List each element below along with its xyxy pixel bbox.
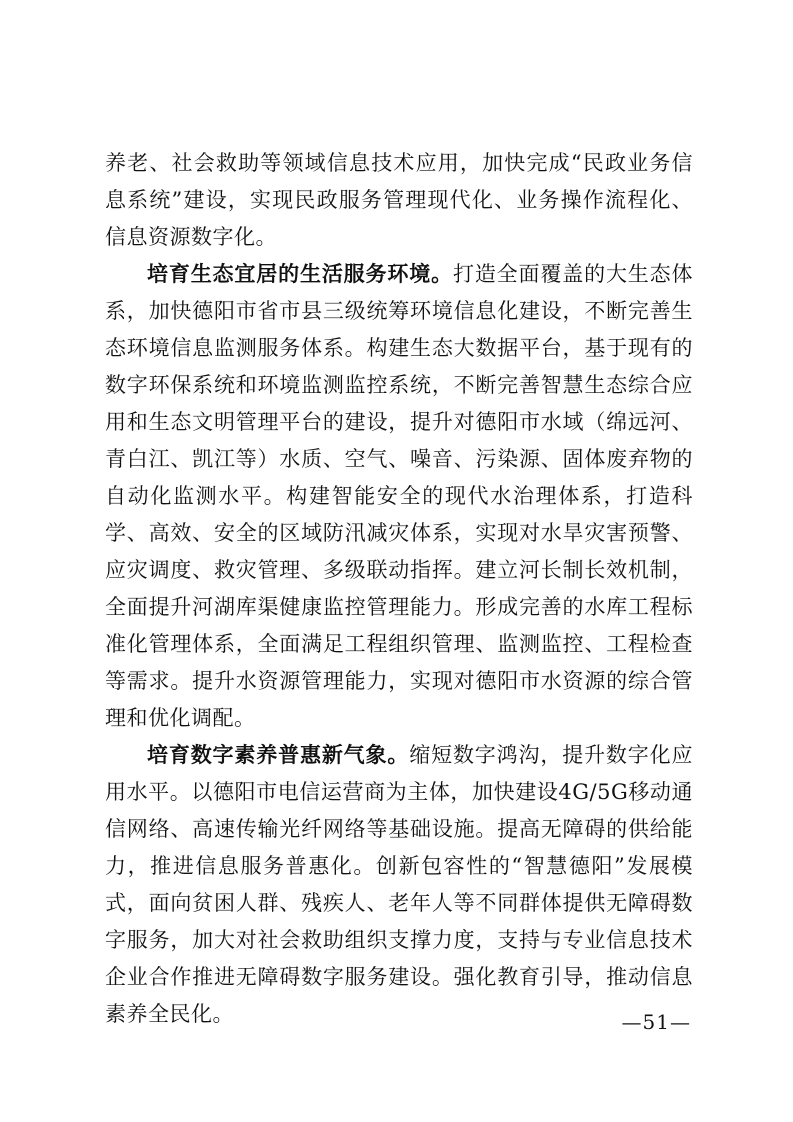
paragraph-2 (105, 256, 693, 737)
paragraph-1-text: 养老、社会救助等领域信息技术应用，加快完成“民政业务信息系统”建设，实现民政服务管理现代化、业务操作流程化、信息资源数字化。 (105, 151, 693, 249)
paragraph-3-text: 缩短数字鸿沟，提升数字化应用水平。以德阳市电信运营商为主体，加快建设4G/5G移动通信网络、高速传输光纤网络等基础设施。提高无障碍的供给能力，推进信息服务普惠化。创新包容性的“智慧德阳”发展模式，面向贫困人群、残疾人、老年人等不同群体提供无障碍数字服务，加大对社会救助组织支撑力度，支持与专业信息技术企业合作推进无障碍数字服务建设。强化教育引导，推动信息素养全民化。 (105, 743, 693, 1026)
paragraph-1 (105, 145, 693, 256)
paragraph-2-heading: 培育生态宜居的生活服务环境。 (147, 262, 453, 286)
paragraph-3-heading: 培育数字素养普惠新气象。 (147, 743, 410, 767)
paragraph-3 (105, 737, 693, 1033)
document-body (105, 145, 693, 1033)
paragraph-2-text: 打造全面覆盖的大生态体系，加快德阳市省市县三级统筹环境信息化建设，不断完善生态环境信息监测服务体系。构建生态大数据平台，基于现有的数字环保系统和环境监测监控系统，不断完善智慧生态综合应用和生态文明管理平台的建设，提升对德阳市水域（绵远河、青白江、凯江等）水质、空气、噪音、污染源、固体废弃物的自动化监测水平。构建智能安全的现代水治理体系，打造科学、高效、安全的区域防汛减灾体系，实现对水旱灾害预警、应灾调度、救灾管理、多级联动指挥。建立河长制长效机制，全面提升河湖库渠健康监控管理能力。形成完善的水库工程标准化管理体系，全面满足工程组织管理、监测监控、工程检查等需求。提升水资源管理能力，实现对德阳市水资源的综合管理和优化调配。 (105, 262, 694, 730)
page-number: —51— (621, 1010, 691, 1034)
